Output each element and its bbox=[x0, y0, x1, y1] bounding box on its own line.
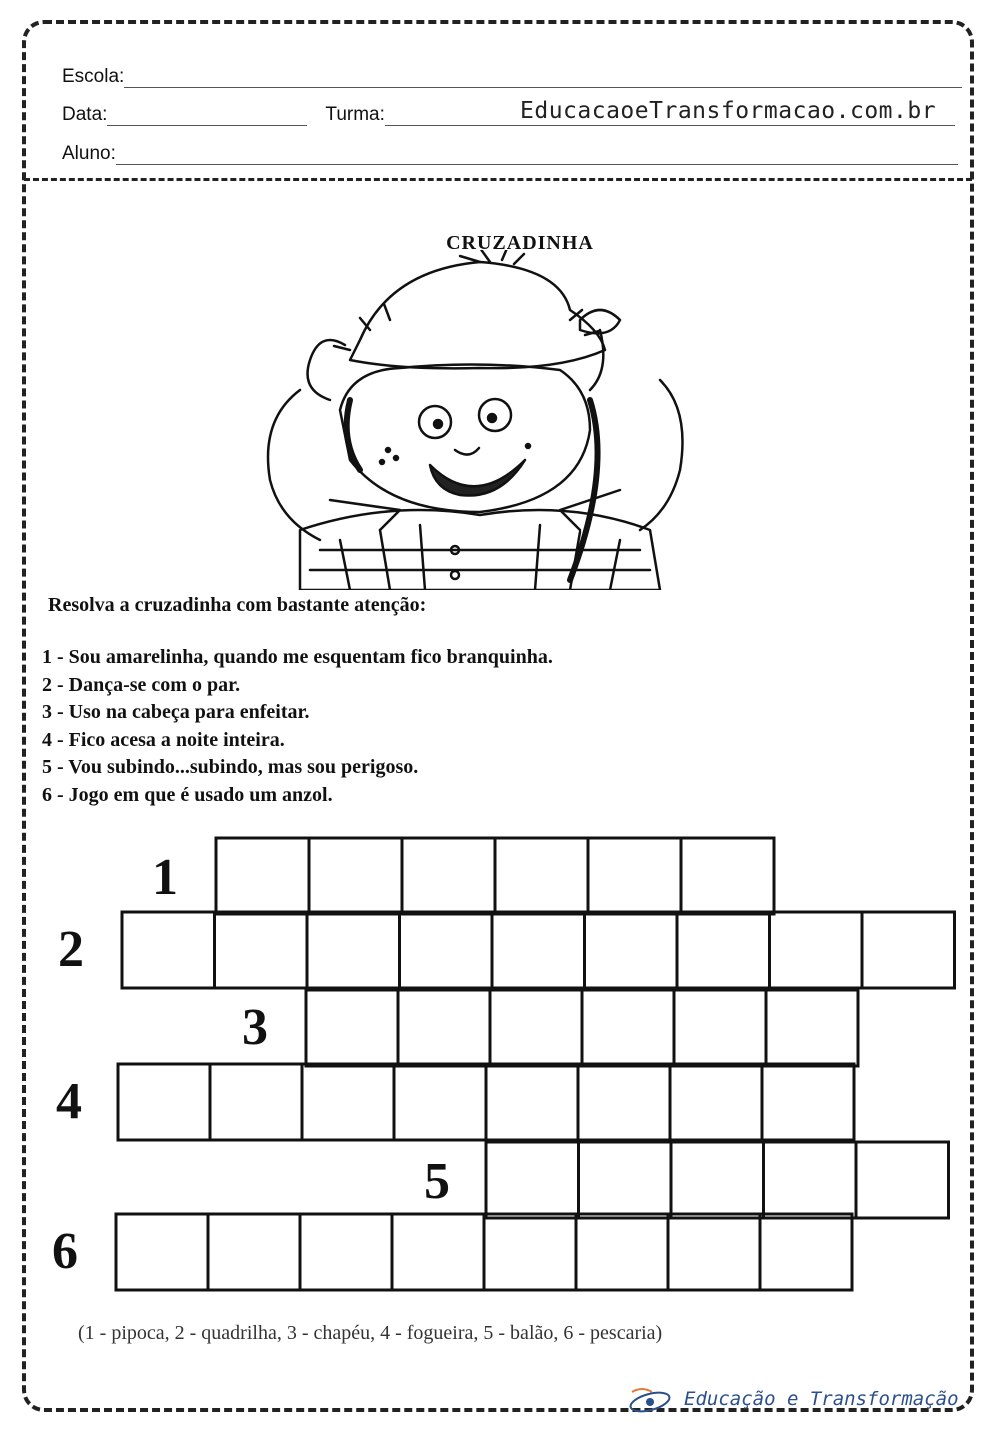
brand-logo-icon bbox=[626, 1384, 676, 1418]
clue-2: 2 - Dança-se com o par. bbox=[42, 673, 241, 696]
instruction-text: Resolva a cruzadinha com bastante atenção: bbox=[48, 594, 427, 616]
data-label: Data: bbox=[62, 104, 108, 125]
crossword-cell-row4-8[interactable] bbox=[762, 1064, 854, 1140]
crossword-cell-row3-5[interactable] bbox=[674, 990, 766, 1066]
crossword-cell-row6-4[interactable] bbox=[392, 1214, 484, 1290]
crossword-cell-row2-4[interactable] bbox=[400, 912, 493, 988]
crossword-cell-row3-2[interactable] bbox=[398, 990, 490, 1066]
turma-label: Turma: bbox=[325, 104, 385, 125]
row-number-4: 4 bbox=[56, 1073, 82, 1130]
row-number-2: 2 bbox=[58, 921, 84, 978]
crossword-cell-row6-1[interactable] bbox=[116, 1214, 208, 1290]
crossword-cell-row3-6[interactable] bbox=[766, 990, 858, 1066]
crossword-cell-row5-3[interactable] bbox=[671, 1142, 764, 1218]
crossword-cell-row6-8[interactable] bbox=[760, 1214, 852, 1290]
crossword-cell-row6-6[interactable] bbox=[576, 1214, 668, 1290]
crossword-cell-row6-2[interactable] bbox=[208, 1214, 300, 1290]
footer-brand-text: Educação e Transformação bbox=[684, 1388, 959, 1410]
clue-1: 1 - Sou amarelinha, quando me esquentam fico branquinha. bbox=[42, 646, 553, 668]
clue-3: 3 - Uso na cabeça para enfeitar. bbox=[42, 701, 310, 723]
crossword-cell-row5-1[interactable] bbox=[486, 1142, 579, 1218]
crossword-cell-row5-4[interactable] bbox=[764, 1142, 857, 1218]
row-number-5: 5 bbox=[424, 1153, 450, 1210]
row-number-3: 3 bbox=[242, 999, 268, 1056]
clue-6: 6 - Jogo em que é usado um anzol. bbox=[42, 783, 333, 806]
crossword-cell-row2-5[interactable] bbox=[492, 912, 585, 988]
crossword-cell-row4-3[interactable] bbox=[302, 1064, 394, 1140]
crossword-cell-row2-9[interactable] bbox=[862, 912, 955, 988]
crossword-cell-row5-2[interactable] bbox=[579, 1142, 672, 1218]
crossword-cell-row2-2[interactable] bbox=[215, 912, 308, 988]
crossword-cell-row3-3[interactable] bbox=[490, 990, 582, 1066]
page-title: CRUZADINHA bbox=[446, 232, 594, 254]
crossword-cell-row1-5[interactable] bbox=[588, 838, 681, 914]
row-number-6: 6 bbox=[52, 1223, 78, 1280]
crossword-cell-row1-6[interactable] bbox=[681, 838, 774, 914]
crossword-cell-row1-1[interactable] bbox=[216, 838, 309, 914]
crossword-cell-row3-4[interactable] bbox=[582, 990, 674, 1066]
crossword-cell-row3-1[interactable] bbox=[306, 990, 398, 1066]
crossword-cell-row6-5[interactable] bbox=[484, 1214, 576, 1290]
crossword-cell-row2-1[interactable] bbox=[122, 912, 215, 988]
crossword-cell-row4-1[interactable] bbox=[118, 1064, 210, 1140]
row-number-1: 1 bbox=[152, 849, 178, 906]
crossword-cell-row4-2[interactable] bbox=[210, 1064, 302, 1140]
crossword-cell-row1-2[interactable] bbox=[309, 838, 402, 914]
crossword-cell-row4-5[interactable] bbox=[486, 1064, 578, 1140]
crossword-cell-row6-7[interactable] bbox=[668, 1214, 760, 1290]
crossword-cell-row4-4[interactable] bbox=[394, 1064, 486, 1140]
crossword-cell-row2-6[interactable] bbox=[585, 912, 678, 988]
crossword-cell-row2-3[interactable] bbox=[307, 912, 400, 988]
crossword-cell-row5-5[interactable] bbox=[856, 1142, 949, 1218]
crossword-cell-row2-8[interactable] bbox=[770, 912, 863, 988]
answer-key: (1 - pipoca, 2 - quadrilha, 3 - chapéu, 4 - fogueira, 5 - balão, 6 - pescaria) bbox=[78, 1322, 663, 1344]
clue-5: 5 - Vou subindo...subindo, mas sou perigoso. bbox=[42, 756, 419, 778]
escola-label: Escola: bbox=[62, 66, 125, 87]
website-text: EducacaoeTransformacao.com.br bbox=[520, 98, 937, 124]
clue-4: 4 - Fico acesa a noite inteira. bbox=[42, 728, 285, 751]
crossword-cell-row4-6[interactable] bbox=[578, 1064, 670, 1140]
crossword-cell-row1-4[interactable] bbox=[495, 838, 588, 914]
crossword-cell-row4-7[interactable] bbox=[670, 1064, 762, 1140]
aluno-label: Aluno: bbox=[62, 143, 116, 164]
crossword-cell-row6-3[interactable] bbox=[300, 1214, 392, 1290]
crossword-cell-row1-3[interactable] bbox=[402, 838, 495, 914]
crossword-cell-row2-7[interactable] bbox=[677, 912, 770, 988]
